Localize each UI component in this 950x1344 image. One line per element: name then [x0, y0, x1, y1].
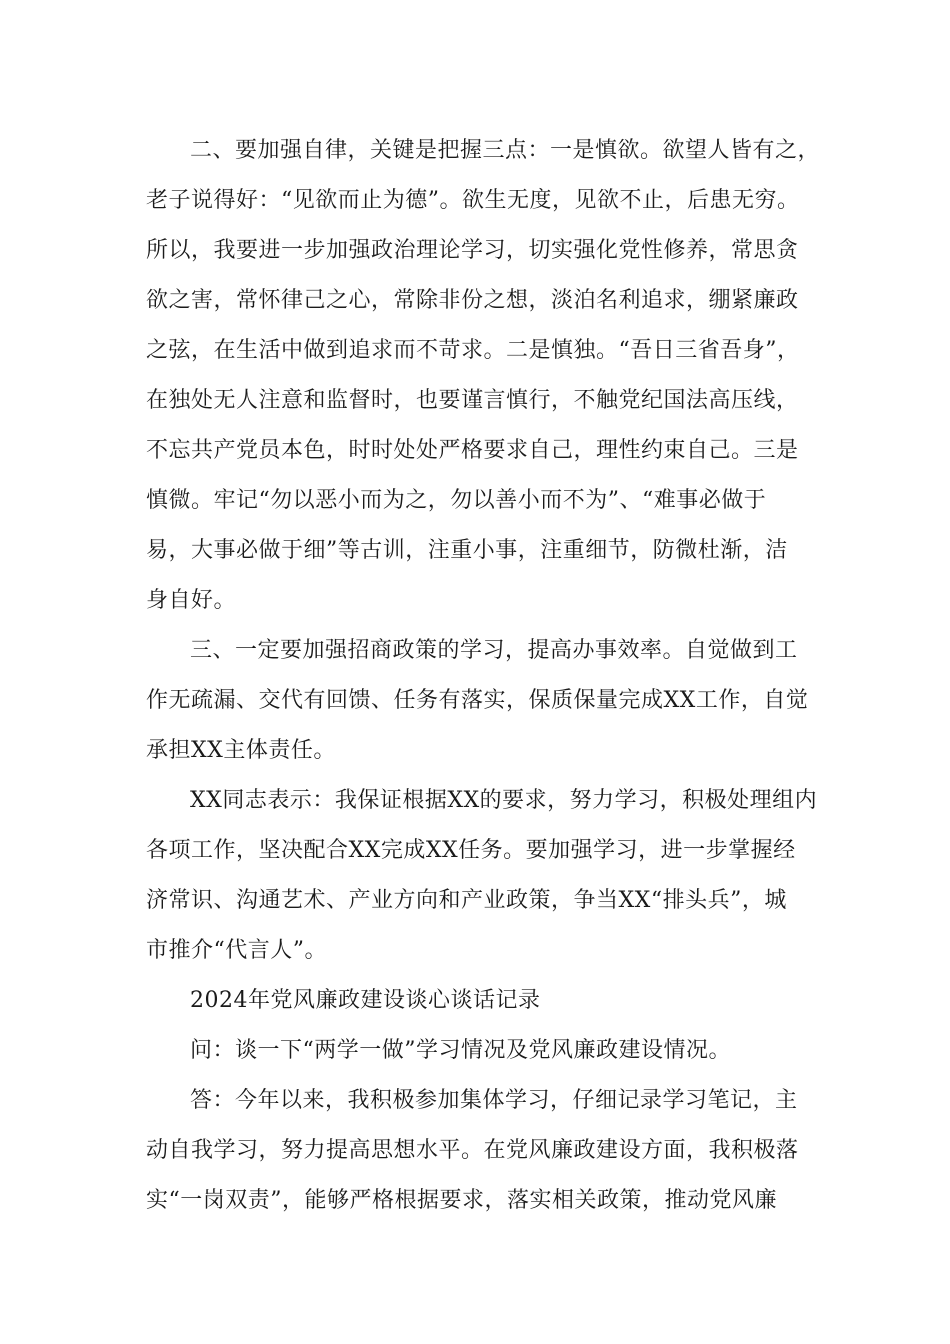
- paragraph-line: 慎微。牢记“勿以恶小而为之，勿以善小而不为”、“难事必做于: [146, 488, 767, 513]
- paragraph-line: 济常识、沟通艺术、产业方向和产业政策，争当XX“排头兵”，城: [146, 888, 787, 913]
- paragraph-line: 市推介“代言人”。: [146, 938, 327, 963]
- section-title: 2024年党风廉政建设谈心谈话记录: [190, 988, 541, 1013]
- paragraph-line: 承担XX主体责任。: [146, 738, 336, 763]
- paragraph-line: 不忘共产党员本色，时时处处严格要求自己，理性约束自己。三是: [146, 438, 799, 463]
- paragraph-line: XX同志表示：我保证根据XX的要求，努力学习，积极处理组内: [190, 788, 818, 813]
- paragraph-line: 三、一定要加强招商政策的学习，提高办事效率。自觉做到工: [190, 638, 798, 663]
- paragraph-line: 在独处无人注意和监督时，也要谨言慎行，不触党纪国法高压线，: [146, 388, 799, 413]
- paragraph-line: 所以，我要进一步加强政治理论学习，切实强化党性修养，常思贪: [146, 238, 799, 263]
- paragraph-line: 动自我学习，努力提高思想水平。在党风廉政建设方面，我积极落: [146, 1138, 799, 1163]
- paragraph-line: 答：今年以来，我积极参加集体学习，仔细记录学习笔记，主: [190, 1088, 798, 1113]
- paragraph-line: 身自好。: [146, 588, 237, 613]
- paragraph-line: 老子说得好：“见欲而止为德”。欲生无度，见欲不止，后患无穷。: [146, 188, 800, 213]
- paragraph-line: 二、要加强自律，关键是把握三点：一是慎欲。欲望人皆有之，: [190, 138, 821, 163]
- question-line: 问：谈一下“两学一做”学习情况及党风廉政建设情况。: [190, 1038, 731, 1063]
- paragraph-line: 各项工作，坚决配合XX完成XX任务。要加强学习，进一步掌握经: [146, 838, 796, 863]
- paragraph-line: 实“一岗双责”，能够严格根据要求，落实相关政策，推动党风廉: [146, 1188, 777, 1213]
- paragraph-line: 之弦，在生活中做到追求而不苛求。二是慎独。“吾日三省吾身”，: [146, 338, 800, 363]
- paragraph-line: 作无疏漏、交代有回馈、任务有落实，保质保量完成XX工作，自觉: [146, 688, 809, 713]
- paragraph-line: 欲之害，常怀律己之心，常除非份之想，淡泊名利追求，绷紧廉政: [146, 288, 799, 313]
- paragraph-line: 易，大事必做于细”等古训，注重小事，注重细节，防微杜渐，洁: [146, 538, 788, 563]
